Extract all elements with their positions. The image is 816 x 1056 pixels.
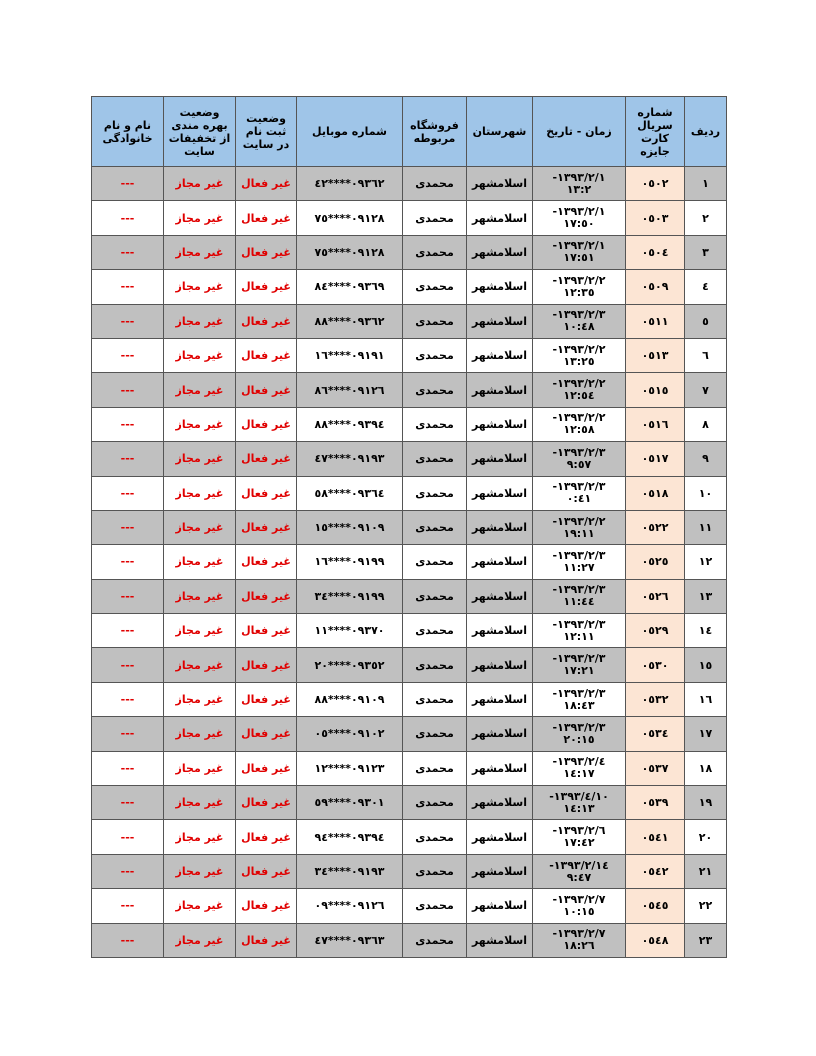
- store-cell: محمدی: [403, 786, 467, 820]
- row-number-cell: ١٦: [685, 682, 727, 716]
- store-cell: محمدی: [403, 579, 467, 613]
- table-row: [92, 820, 727, 854]
- full-name-cell: ---: [92, 545, 164, 579]
- registration-status-cell: غیر فعال: [236, 442, 297, 476]
- full-name-cell: ---: [92, 270, 164, 304]
- benefit-status-cell: غیر مجاز: [164, 476, 236, 510]
- benefit-status-cell: غیر مجاز: [164, 854, 236, 888]
- registration-status-cell: غیر فعال: [236, 889, 297, 923]
- full-name-cell: ---: [92, 889, 164, 923]
- full-name-cell: ---: [92, 442, 164, 476]
- mobile-cell: ٠٩١٩٩****٣٤: [297, 579, 403, 613]
- registration-status-cell: غیر فعال: [236, 235, 297, 269]
- full-name-cell: ---: [92, 235, 164, 269]
- city-cell: اسلامشهر: [467, 923, 533, 957]
- registration-status-cell: غیر فعال: [236, 407, 297, 441]
- prize-card-table: [91, 96, 727, 958]
- row-number-cell: ٢٣: [685, 923, 727, 957]
- table-row: [92, 889, 727, 923]
- table-row: [92, 201, 727, 235]
- header-row-number: ردیف: [685, 97, 727, 167]
- benefit-status-cell: غیر مجاز: [164, 235, 236, 269]
- datetime-cell: ١٣٩٣/٢/٣- ٩:٥٧: [533, 442, 626, 476]
- table-body: [92, 167, 727, 958]
- datetime-cell: ١٣٩٣/٢/٧- ١٠:١٥: [533, 889, 626, 923]
- datetime-cell: ١٣٩٣/٢/٦- ١٧:٤٢: [533, 820, 626, 854]
- table-row: [92, 717, 727, 751]
- registration-status-cell: غیر فعال: [236, 201, 297, 235]
- datetime-cell: ١٣٩٣/٢/٣- ١٨:٤٣: [533, 682, 626, 716]
- city-cell: اسلامشهر: [467, 614, 533, 648]
- city-cell: اسلامشهر: [467, 786, 533, 820]
- city-cell: اسلامشهر: [467, 510, 533, 544]
- table-header-row: [92, 97, 727, 167]
- row-number-cell: ٣: [685, 235, 727, 269]
- full-name-cell: ---: [92, 407, 164, 441]
- registration-status-cell: غیر فعال: [236, 854, 297, 888]
- full-name-cell: ---: [92, 648, 164, 682]
- serial-cell: ٠٥٤٢: [626, 854, 685, 888]
- datetime-cell: ١٣٩٣/٢/٢- ١٩:١١: [533, 510, 626, 544]
- serial-cell: ٠٥٠٩: [626, 270, 685, 304]
- registration-status-cell: غیر فعال: [236, 614, 297, 648]
- header-full-name: نام و نام خانوادگی: [92, 97, 164, 167]
- serial-cell: ٠٥٣٢: [626, 682, 685, 716]
- table-row: [92, 614, 727, 648]
- serial-cell: ٠٥٣٧: [626, 751, 685, 785]
- city-cell: اسلامشهر: [467, 820, 533, 854]
- table-row: [92, 235, 727, 269]
- mobile-cell: ٠٩١٠٩****٨٨: [297, 682, 403, 716]
- city-cell: اسلامشهر: [467, 545, 533, 579]
- serial-cell: ٠٥١٨: [626, 476, 685, 510]
- serial-cell: ٠٥٢٦: [626, 579, 685, 613]
- mobile-cell: ٠٩٣٦٢****٨٨: [297, 304, 403, 338]
- city-cell: اسلامشهر: [467, 579, 533, 613]
- benefit-status-cell: غیر مجاز: [164, 304, 236, 338]
- serial-cell: ٠٥٢٥: [626, 545, 685, 579]
- full-name-cell: ---: [92, 579, 164, 613]
- benefit-status-cell: غیر مجاز: [164, 442, 236, 476]
- full-name-cell: ---: [92, 338, 164, 372]
- row-number-cell: ٢: [685, 201, 727, 235]
- datetime-cell: ١٣٩٣/٢/٣- ٠:٤١: [533, 476, 626, 510]
- mobile-cell: ٠٩١٠٩****١٥: [297, 510, 403, 544]
- row-number-cell: ٦: [685, 338, 727, 372]
- table-row: [92, 786, 727, 820]
- mobile-cell: ٠٩١٢٨****٧٥: [297, 235, 403, 269]
- datetime-cell: ١٣٩٣/٢/٣- ٢٠:١٥: [533, 717, 626, 751]
- benefit-status-cell: غیر مجاز: [164, 545, 236, 579]
- datetime-cell: ١٣٩٣/٢/٧- ١٨:٢٦: [533, 923, 626, 957]
- store-cell: محمدی: [403, 648, 467, 682]
- datetime-cell: ١٣٩٣/٢/٣- ١١:٢٧: [533, 545, 626, 579]
- city-cell: اسلامشهر: [467, 270, 533, 304]
- datetime-cell: ١٣٩٣/٢/٢- ١٢:٥٤: [533, 373, 626, 407]
- header-datetime: زمان - تاریخ: [533, 97, 626, 167]
- serial-cell: ٠٥٠٣: [626, 201, 685, 235]
- full-name-cell: ---: [92, 682, 164, 716]
- registration-status-cell: غیر فعال: [236, 820, 297, 854]
- mobile-cell: ٠٩١٩٩****١٦: [297, 545, 403, 579]
- benefit-status-cell: غیر مجاز: [164, 682, 236, 716]
- table-row: [92, 648, 727, 682]
- full-name-cell: ---: [92, 476, 164, 510]
- serial-cell: ٠٥١٦: [626, 407, 685, 441]
- datetime-cell: ١٣٩٣/٤/١٠- ١٤:١٣: [533, 786, 626, 820]
- city-cell: اسلامشهر: [467, 373, 533, 407]
- mobile-cell: ٠٩٣٥٢****٢٠: [297, 648, 403, 682]
- table-row: [92, 854, 727, 888]
- store-cell: محمدی: [403, 820, 467, 854]
- serial-cell: ٠٥١١: [626, 304, 685, 338]
- row-number-cell: ١: [685, 167, 727, 201]
- row-number-cell: ١٣: [685, 579, 727, 613]
- row-number-cell: ٤: [685, 270, 727, 304]
- store-cell: محمدی: [403, 476, 467, 510]
- mobile-cell: ٠٩٣٦٣****٤٧: [297, 923, 403, 957]
- datetime-cell: ١٣٩٣/٢/٢- ١٢:٣٥: [533, 270, 626, 304]
- serial-cell: ٠٥٣٩: [626, 786, 685, 820]
- benefit-status-cell: غیر مجاز: [164, 338, 236, 372]
- mobile-cell: ٠٩١٢٣****١٢: [297, 751, 403, 785]
- row-number-cell: ١٠: [685, 476, 727, 510]
- datetime-cell: ١٣٩٣/٢/٣- ١١:٤٤: [533, 579, 626, 613]
- city-cell: اسلامشهر: [467, 235, 533, 269]
- benefit-status-cell: غیر مجاز: [164, 648, 236, 682]
- benefit-status-cell: غیر مجاز: [164, 373, 236, 407]
- benefit-status-cell: غیر مجاز: [164, 751, 236, 785]
- row-number-cell: ٢٢: [685, 889, 727, 923]
- store-cell: محمدی: [403, 614, 467, 648]
- prize-card-table-container: [91, 96, 726, 958]
- table-row: [92, 923, 727, 957]
- full-name-cell: ---: [92, 923, 164, 957]
- full-name-cell: ---: [92, 820, 164, 854]
- full-name-cell: ---: [92, 717, 164, 751]
- city-cell: اسلامشهر: [467, 682, 533, 716]
- registration-status-cell: غیر فعال: [236, 270, 297, 304]
- mobile-cell: ٠٩٣٧٠****١١: [297, 614, 403, 648]
- header-serial: شماره سریال کارت جایزه: [626, 97, 685, 167]
- table-row: [92, 510, 727, 544]
- mobile-cell: ٠٩٣٦٤****٥٨: [297, 476, 403, 510]
- registration-status-cell: غیر فعال: [236, 338, 297, 372]
- benefit-status-cell: غیر مجاز: [164, 407, 236, 441]
- city-cell: اسلامشهر: [467, 751, 533, 785]
- datetime-cell: ١٣٩٣/٢/١- ١٣:٢: [533, 167, 626, 201]
- table-row: [92, 270, 727, 304]
- serial-cell: ٠٥١٧: [626, 442, 685, 476]
- store-cell: محمدی: [403, 923, 467, 957]
- header-mobile: شماره موبایل: [297, 97, 403, 167]
- city-cell: اسلامشهر: [467, 304, 533, 338]
- store-cell: محمدی: [403, 510, 467, 544]
- table-row: [92, 476, 727, 510]
- mobile-cell: ٠٩١٢٦****٨٦: [297, 373, 403, 407]
- benefit-status-cell: غیر مجاز: [164, 579, 236, 613]
- full-name-cell: ---: [92, 304, 164, 338]
- full-name-cell: ---: [92, 201, 164, 235]
- city-cell: اسلامشهر: [467, 201, 533, 235]
- benefit-status-cell: غیر مجاز: [164, 167, 236, 201]
- serial-cell: ٠٥٣٤: [626, 717, 685, 751]
- city-cell: اسلامشهر: [467, 889, 533, 923]
- benefit-status-cell: غیر مجاز: [164, 889, 236, 923]
- row-number-cell: ١٧: [685, 717, 727, 751]
- table-row: [92, 338, 727, 372]
- benefit-status-cell: غیر مجاز: [164, 201, 236, 235]
- store-cell: محمدی: [403, 854, 467, 888]
- row-number-cell: ١٩: [685, 786, 727, 820]
- row-number-cell: ١٨: [685, 751, 727, 785]
- registration-status-cell: غیر فعال: [236, 717, 297, 751]
- mobile-cell: ٠٩١٢٦****٠٩: [297, 889, 403, 923]
- benefit-status-cell: غیر مجاز: [164, 717, 236, 751]
- serial-cell: ٠٥٢٢: [626, 510, 685, 544]
- benefit-status-cell: غیر مجاز: [164, 614, 236, 648]
- datetime-cell: ١٣٩٣/٢/٣- ١٢:١١: [533, 614, 626, 648]
- datetime-cell: ١٣٩٣/٢/٣- ١٠:٤٨: [533, 304, 626, 338]
- store-cell: محمدی: [403, 235, 467, 269]
- full-name-cell: ---: [92, 751, 164, 785]
- row-number-cell: ٩: [685, 442, 727, 476]
- table-row: [92, 442, 727, 476]
- city-cell: اسلامشهر: [467, 648, 533, 682]
- datetime-cell: ١٣٩٣/٢/٤- ١٤:١٧: [533, 751, 626, 785]
- serial-cell: ٠٥٠٤: [626, 235, 685, 269]
- row-number-cell: ١٢: [685, 545, 727, 579]
- row-number-cell: ٧: [685, 373, 727, 407]
- benefit-status-cell: غیر مجاز: [164, 270, 236, 304]
- mobile-cell: ٠٩٣٦٩****٨٤: [297, 270, 403, 304]
- benefit-status-cell: غیر مجاز: [164, 510, 236, 544]
- registration-status-cell: غیر فعال: [236, 682, 297, 716]
- serial-cell: ٠٥٤١: [626, 820, 685, 854]
- registration-status-cell: غیر فعال: [236, 510, 297, 544]
- store-cell: محمدی: [403, 682, 467, 716]
- full-name-cell: ---: [92, 510, 164, 544]
- city-cell: اسلامشهر: [467, 717, 533, 751]
- city-cell: اسلامشهر: [467, 167, 533, 201]
- store-cell: محمدی: [403, 889, 467, 923]
- table-row: [92, 579, 727, 613]
- registration-status-cell: غیر فعال: [236, 579, 297, 613]
- mobile-cell: ٠٩١٩١****١٦: [297, 338, 403, 372]
- store-cell: محمدی: [403, 442, 467, 476]
- row-number-cell: ٢١: [685, 854, 727, 888]
- header-city: شهرستان: [467, 97, 533, 167]
- store-cell: محمدی: [403, 751, 467, 785]
- datetime-cell: ١٣٩٣/٢/١- ١٧:٥٠: [533, 201, 626, 235]
- row-number-cell: ٢٠: [685, 820, 727, 854]
- serial-cell: ٠٥١٥: [626, 373, 685, 407]
- store-cell: محمدی: [403, 270, 467, 304]
- row-number-cell: ٥: [685, 304, 727, 338]
- benefit-status-cell: غیر مجاز: [164, 786, 236, 820]
- mobile-cell: ٠٩١٩٣****٣٤: [297, 854, 403, 888]
- registration-status-cell: غیر فعال: [236, 648, 297, 682]
- datetime-cell: ١٣٩٣/٢/١٤- ٩:٤٧: [533, 854, 626, 888]
- datetime-cell: ١٣٩٣/٢/٢- ١٢:٥٨: [533, 407, 626, 441]
- store-cell: محمدی: [403, 304, 467, 338]
- mobile-cell: ٠٩٣٩٤****٩٤: [297, 820, 403, 854]
- row-number-cell: ١٥: [685, 648, 727, 682]
- registration-status-cell: غیر فعال: [236, 786, 297, 820]
- registration-status-cell: غیر فعال: [236, 545, 297, 579]
- serial-cell: ٠٥٤٨: [626, 923, 685, 957]
- full-name-cell: ---: [92, 614, 164, 648]
- serial-cell: ٠٥٤٥: [626, 889, 685, 923]
- serial-cell: ٠٥٢٩: [626, 614, 685, 648]
- full-name-cell: ---: [92, 373, 164, 407]
- registration-status-cell: غیر فعال: [236, 304, 297, 338]
- store-cell: محمدی: [403, 407, 467, 441]
- table-row: [92, 407, 727, 441]
- registration-status-cell: غیر فعال: [236, 751, 297, 785]
- table-row: [92, 751, 727, 785]
- benefit-status-cell: غیر مجاز: [164, 923, 236, 957]
- registration-status-cell: غیر فعال: [236, 167, 297, 201]
- table-row: [92, 167, 727, 201]
- store-cell: محمدی: [403, 167, 467, 201]
- header-store: فروشگاه مربوطه: [403, 97, 467, 167]
- datetime-cell: ١٣٩٣/٢/٣- ١٧:٢١: [533, 648, 626, 682]
- mobile-cell: ٠٩٣٠١****٥٩: [297, 786, 403, 820]
- table-row: [92, 545, 727, 579]
- table-row: [92, 304, 727, 338]
- city-cell: اسلامشهر: [467, 338, 533, 372]
- mobile-cell: ٠٩١٠٢****٠٥: [297, 717, 403, 751]
- store-cell: محمدی: [403, 717, 467, 751]
- table-row: [92, 682, 727, 716]
- store-cell: محمدی: [403, 201, 467, 235]
- city-cell: اسلامشهر: [467, 854, 533, 888]
- header-benefit-status: وضعیت بهره مندی از تخفیفات سایت: [164, 97, 236, 167]
- datetime-cell: ١٣٩٣/٢/٢- ١٣:٢٥: [533, 338, 626, 372]
- full-name-cell: ---: [92, 167, 164, 201]
- mobile-cell: ٠٩١٩٣****٤٧: [297, 442, 403, 476]
- registration-status-cell: غیر فعال: [236, 923, 297, 957]
- header-registration-status: وضعیت ثبت نام در سایت: [236, 97, 297, 167]
- serial-cell: ٠٥١٣: [626, 338, 685, 372]
- store-cell: محمدی: [403, 545, 467, 579]
- table-row: [92, 373, 727, 407]
- benefit-status-cell: غیر مجاز: [164, 820, 236, 854]
- datetime-cell: ١٣٩٣/٢/١- ١٧:٥١: [533, 235, 626, 269]
- registration-status-cell: غیر فعال: [236, 373, 297, 407]
- row-number-cell: ٨: [685, 407, 727, 441]
- full-name-cell: ---: [92, 786, 164, 820]
- city-cell: اسلامشهر: [467, 476, 533, 510]
- full-name-cell: ---: [92, 854, 164, 888]
- mobile-cell: ٠٩٣٩٤****٨٨: [297, 407, 403, 441]
- row-number-cell: ١٤: [685, 614, 727, 648]
- mobile-cell: ٠٩١٢٨****٧٥: [297, 201, 403, 235]
- store-cell: محمدی: [403, 373, 467, 407]
- registration-status-cell: غیر فعال: [236, 476, 297, 510]
- mobile-cell: ٠٩٣٦٢****٤٢: [297, 167, 403, 201]
- city-cell: اسلامشهر: [467, 442, 533, 476]
- serial-cell: ٠٥٠٢: [626, 167, 685, 201]
- serial-cell: ٠٥٣٠: [626, 648, 685, 682]
- row-number-cell: ١١: [685, 510, 727, 544]
- city-cell: اسلامشهر: [467, 407, 533, 441]
- store-cell: محمدی: [403, 338, 467, 372]
